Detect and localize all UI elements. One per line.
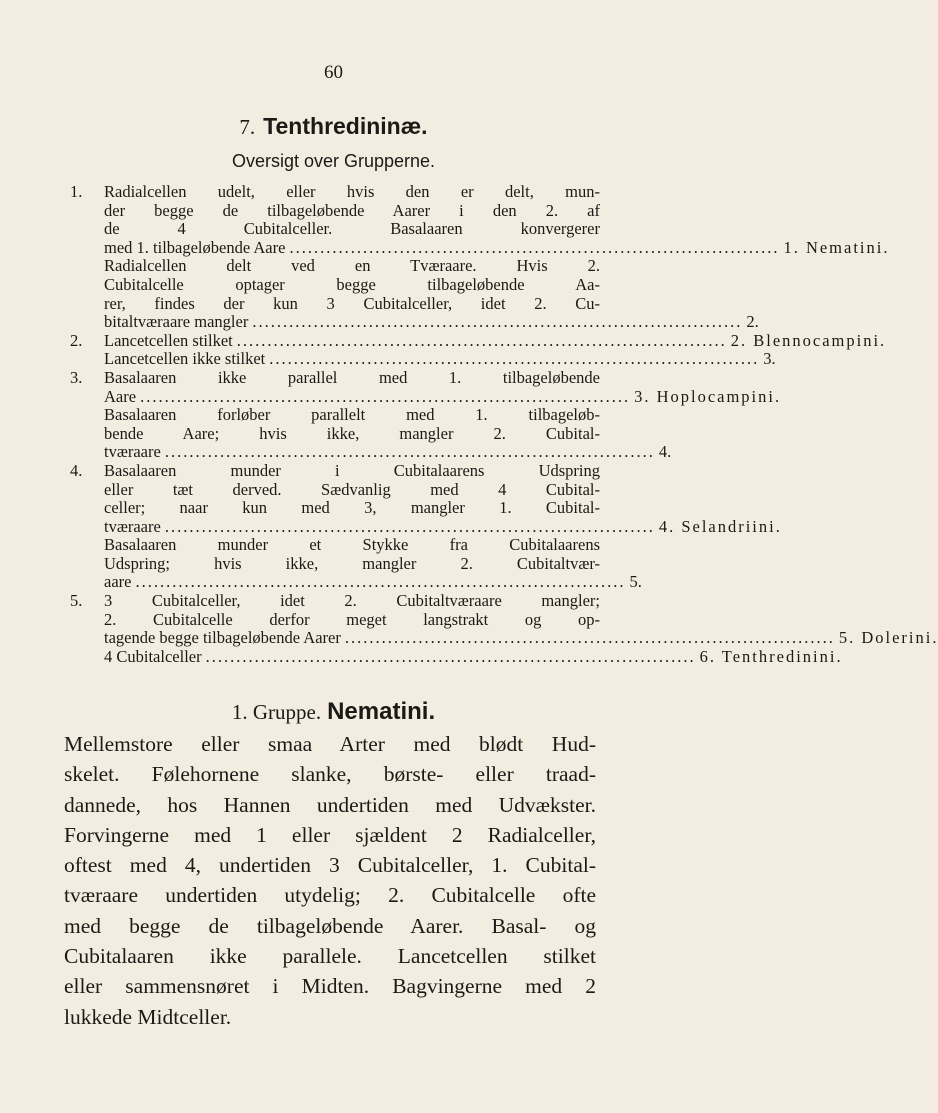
- key-line-result: 3. Hoplocampini.: [634, 386, 782, 406]
- key-line: [70, 442, 672, 462]
- key-line-text: rer, findes der kun 3 Cubitalceller, idet 2. Cu-: [104, 293, 600, 313]
- key-line: [70, 295, 600, 314]
- key-line: [70, 646, 843, 667]
- dot-leader: ................................................................................: [164, 442, 655, 462]
- key-line: [70, 536, 600, 555]
- key-line: [70, 386, 782, 407]
- key-line-lead: Lancetcellen ikke stilket: [104, 349, 266, 369]
- key-subtitle: Oversigt over Grupperne.: [231, 151, 436, 171]
- key-line: [70, 555, 600, 574]
- key-line-text: [104, 312, 759, 332]
- key-line: [70, 202, 600, 221]
- key-line-text: Basalaaren ikke parallel med 1. tilbageløbende: [104, 367, 600, 387]
- dot-leader: ................................................................................: [344, 628, 835, 648]
- key-line-text: Udspring; hvis ikke, mangler 2. Cubitaltvær-: [104, 553, 600, 573]
- key-line: [70, 462, 600, 481]
- body-line: Mellemstore eller smaa Arter med blødt Hud-: [64, 732, 596, 756]
- dot-leader: ................................................................................: [289, 237, 780, 257]
- group-name: Nematini.: [327, 698, 436, 725]
- key-line-text: Radialcellen delt ved en Tværaare. Hvis 2.: [104, 256, 600, 276]
- key-line-lead: 4 Cubitalceller: [104, 646, 202, 666]
- dot-leader: ................................................................................: [205, 646, 696, 666]
- section-number: 7.: [239, 115, 256, 139]
- key-line-result: 1. Nematini.: [783, 237, 890, 257]
- body-line: Cubitalaaren ikke parallele. Lancetcellen stilket: [64, 944, 596, 969]
- key-line-text: [104, 442, 672, 462]
- key-line-lead: Aare: [104, 386, 137, 406]
- key-line-result: 6. Tenthredinini.: [699, 646, 843, 666]
- key-line-number: 5.: [70, 591, 83, 611]
- key-line-text: celler; naar kun med 3, mangler 1. Cubital-: [104, 498, 600, 518]
- key-line: [70, 257, 600, 276]
- key-line-number: 4.: [70, 460, 83, 480]
- key-line: [70, 425, 600, 444]
- group-label: 1. Gruppe.: [231, 700, 322, 724]
- key-line-lead: Lancetcellen stilket: [104, 330, 233, 350]
- group-description: [64, 729, 596, 1032]
- key-line: [70, 499, 600, 518]
- key-line: [70, 572, 642, 592]
- key-line: [70, 183, 600, 202]
- body-line: lukkede Midtceller.: [64, 1004, 232, 1029]
- key-line-text: [104, 237, 890, 258]
- key-line-number: 3.: [70, 367, 83, 387]
- key-line-lead: bitaltværaare mangler: [104, 312, 249, 332]
- key-line: [70, 516, 782, 537]
- body-line: med begge de tilbageløbende Aarer. Basal- og: [64, 913, 596, 938]
- dot-leader: ................................................................................: [236, 330, 727, 350]
- key-line-result: 4. Selandriini.: [658, 516, 782, 536]
- section-title: [0, 113, 667, 140]
- dot-leader: ................................................................................: [164, 516, 655, 536]
- dot-leader: ................................................................................: [140, 386, 631, 406]
- key-line: [70, 237, 890, 258]
- section-name: Tenthredininæ.: [263, 113, 428, 139]
- key-line-result: 5. Dolerini.: [838, 628, 938, 648]
- key-line: [70, 276, 600, 295]
- key-line: [70, 628, 938, 648]
- key-line-number: 2.: [70, 330, 83, 350]
- key-line-text: 2. Cubitalcelle derfor meget langstrakt og op-: [104, 609, 600, 629]
- key-line: [70, 406, 600, 425]
- key-line-text: Basalaaren munder et Stykke fra Cubitalaarens: [104, 535, 600, 555]
- key-line-text: [104, 572, 642, 592]
- key-line: [70, 349, 776, 369]
- key-line-text: bende Aare; hvis ikke, mangler 2. Cubital-: [104, 423, 600, 443]
- body-line: oftest med 4, undertiden 3 Cubitalceller, 1. Cubital-: [64, 853, 596, 878]
- key-line-lead: tagende begge tilbageløbende Aarer: [104, 628, 341, 648]
- key-line-lead: tværaare: [104, 516, 161, 536]
- key-line-result: 2.: [746, 312, 759, 332]
- key-line-lead: aare: [104, 572, 132, 592]
- body-line: eller sammensnøret i Midten. Bagvingerne med 2: [64, 974, 596, 999]
- key-line: [70, 330, 887, 351]
- body-line: tværaare undertiden utydelig; 2. Cubitalcelle ofte: [64, 883, 596, 908]
- dot-leader: ................................................................................: [269, 349, 760, 369]
- key-line-number: 1.: [70, 182, 83, 201]
- key-line-text: Basalaaren munder i Cubitalaarens Udspring: [104, 460, 600, 480]
- identification-key: [70, 182, 938, 666]
- key-line: [70, 592, 600, 611]
- key-line: [70, 369, 600, 388]
- key-line-text: der begge de tilbageløbende Aarer i den 2. af: [104, 200, 600, 220]
- key-line-text: [104, 386, 782, 407]
- key-line-text: Radialcellen udelt, eller hvis den er delt, mun-: [104, 182, 600, 201]
- group-title: [0, 698, 667, 726]
- key-line-text: [104, 646, 843, 667]
- dot-leader: ................................................................................: [252, 312, 743, 332]
- key-line: [70, 312, 759, 332]
- key-line-text: [104, 516, 782, 537]
- key-line-text: de 4 Cubitalceller. Basalaaren konvergerer: [104, 219, 600, 239]
- key-line-text: [104, 349, 776, 369]
- key-line-text: eller tæt derved. Sædvanlig med 4 Cubital-: [104, 479, 600, 499]
- key-line-text: Basalaaren forløber parallelt med 1. tilbageløb-: [104, 405, 600, 425]
- key-line-text: Cubitalcelle optager begge tilbageløbende Aa-: [104, 274, 600, 294]
- page-number: 60: [324, 62, 343, 83]
- body-line: dannede, hos Hannen undertiden med Udvækster.: [64, 792, 596, 817]
- key-line-text: [104, 330, 887, 351]
- key-line-text: [104, 628, 938, 648]
- key-line: [70, 481, 600, 500]
- key-line-result: 2. Blennocampini.: [730, 330, 887, 350]
- key-line-lead: tværaare: [104, 442, 161, 462]
- key-line: [70, 220, 600, 239]
- key-line-result: 5.: [629, 572, 642, 592]
- body-line: Forvingerne med 1 eller sjældent 2 Radialceller,: [64, 822, 596, 847]
- key-line-text: 3 Cubitalceller, idet 2. Cubitaltværaare mangler;: [104, 591, 600, 611]
- key-line-result: 4.: [658, 442, 672, 462]
- body-line: skelet. Følehornene slanke, børste- eller traad-: [64, 762, 596, 787]
- dot-leader: ................................................................................: [135, 572, 626, 592]
- key-line-lead: med 1. tilbageløbende Aare: [104, 237, 286, 257]
- key-line-result: 3.: [763, 349, 776, 369]
- key-line: [70, 611, 600, 630]
